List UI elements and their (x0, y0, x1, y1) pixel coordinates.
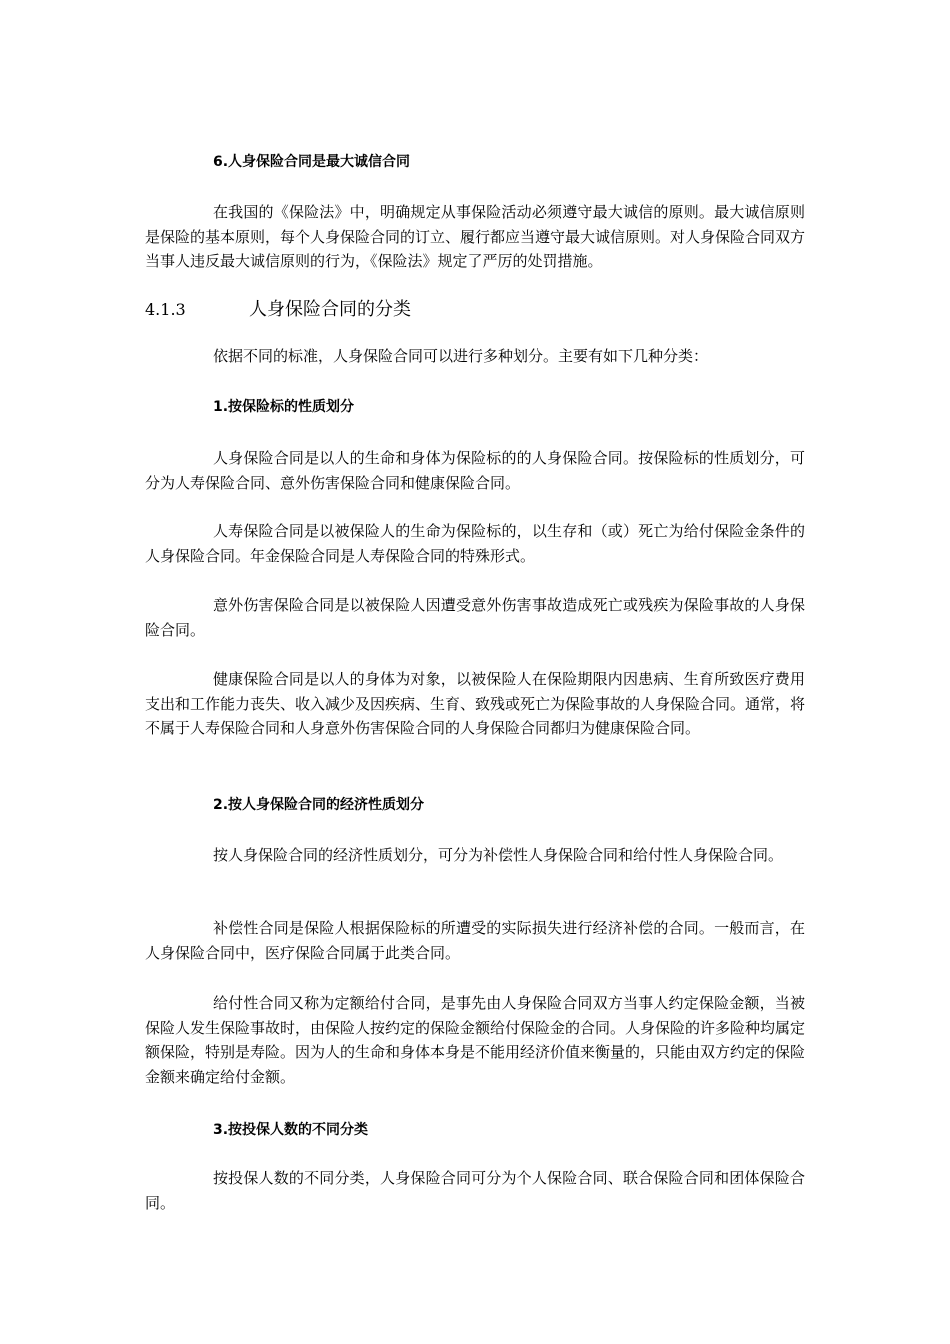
paragraph-life-insurance: 人寿保险合同是以被保险人的生命为保险标的，以生存和（或）死亡为给付保险金条件的人身保险合同。年金保险合同是人寿保险合同的特殊形式。 (145, 522, 805, 565)
paragraph-accident-insurance: 意外伤害保险合同是以被保险人因遭受意外伤害事故造成死亡或残疾为保险事故的人身保险合同。 (145, 596, 805, 639)
heading-by-number-of-insured: 3.按投保人数的不同分类 (213, 1122, 369, 1138)
paragraph-health-insurance: 健康保险合同是以人的身体为对象，以被保险人在保险期限内因患病、生育所致医疗费用支出和工作能力丧失、收入减少及因疾病、生育、致残或死亡为保险事故的人身保险合同。通常，将不属于人寿保险合同和人身意外伤害保险合同的人身保险合同都归为健康保险合同。 (145, 670, 806, 737)
heading-by-economic-nature: 2.按人身保险合同的经济性质划分 (213, 797, 425, 813)
section-number: 4.1.3 (145, 300, 186, 319)
paragraph-by-economic-nature: 按人身保险合同的经济性质划分，可分为补偿性人身保险合同和给付性人身保险合同。 (213, 846, 784, 864)
paragraph-intro: 依据不同的标准，人身保险合同可以进行多种划分。主要有如下几种分类： (213, 347, 709, 365)
heading-by-nature: 1.按保险标的性质划分 (213, 399, 355, 415)
paragraph-payment-contract: 给付性合同又称为定额给付合同，是事先由人身保险合同双方当事人约定保险金额，当被保险人发生保险事故时，由保险人按约定的保险金额给付保险金的合同。人身保险的许多险种均属定额保险，特别是寿险。因为人的生命和身体本身是不能用经济价值来衡量的，只能由双方约定的保险金额来确定给付金额。 (145, 994, 806, 1086)
paragraph-good-faith: 在我国的《保险法》中，明确规定从事保险活动必须遵守最大诚信的原则。最大诚信原则是保险的基本原则，每个人身保险合同的订立、履行都应当遵守最大诚信原则。对人身保险合同双方当事人违反最大诚信原则的行为，《保险法》规定了严厉的处罚措施。 (145, 203, 806, 270)
paragraph-by-number-of-insured: 按投保人数的不同分类，人身保险合同可分为个人保险合同、联合保险合同和团体保险合同。 (145, 1169, 805, 1212)
section-title: 人身保险合同的分类 (249, 299, 411, 320)
section-heading (145, 297, 805, 323)
paragraph-compensation-contract: 补偿性合同是保险人根据保险标的所遭受的实际损失进行经济补偿的合同。一般而言，在人身保险合同中，医疗保险合同属于此类合同。 (145, 919, 805, 962)
heading-maximum-good-faith: 6.人身保险合同是最大诚信合同 (213, 154, 411, 170)
paragraph-by-nature: 人身保险合同是以人的生命和身体为保险标的的人身保险合同。按保险标的性质划分，可分为人寿保险合同、意外伤害保险合同和健康保险合同。 (145, 449, 805, 492)
